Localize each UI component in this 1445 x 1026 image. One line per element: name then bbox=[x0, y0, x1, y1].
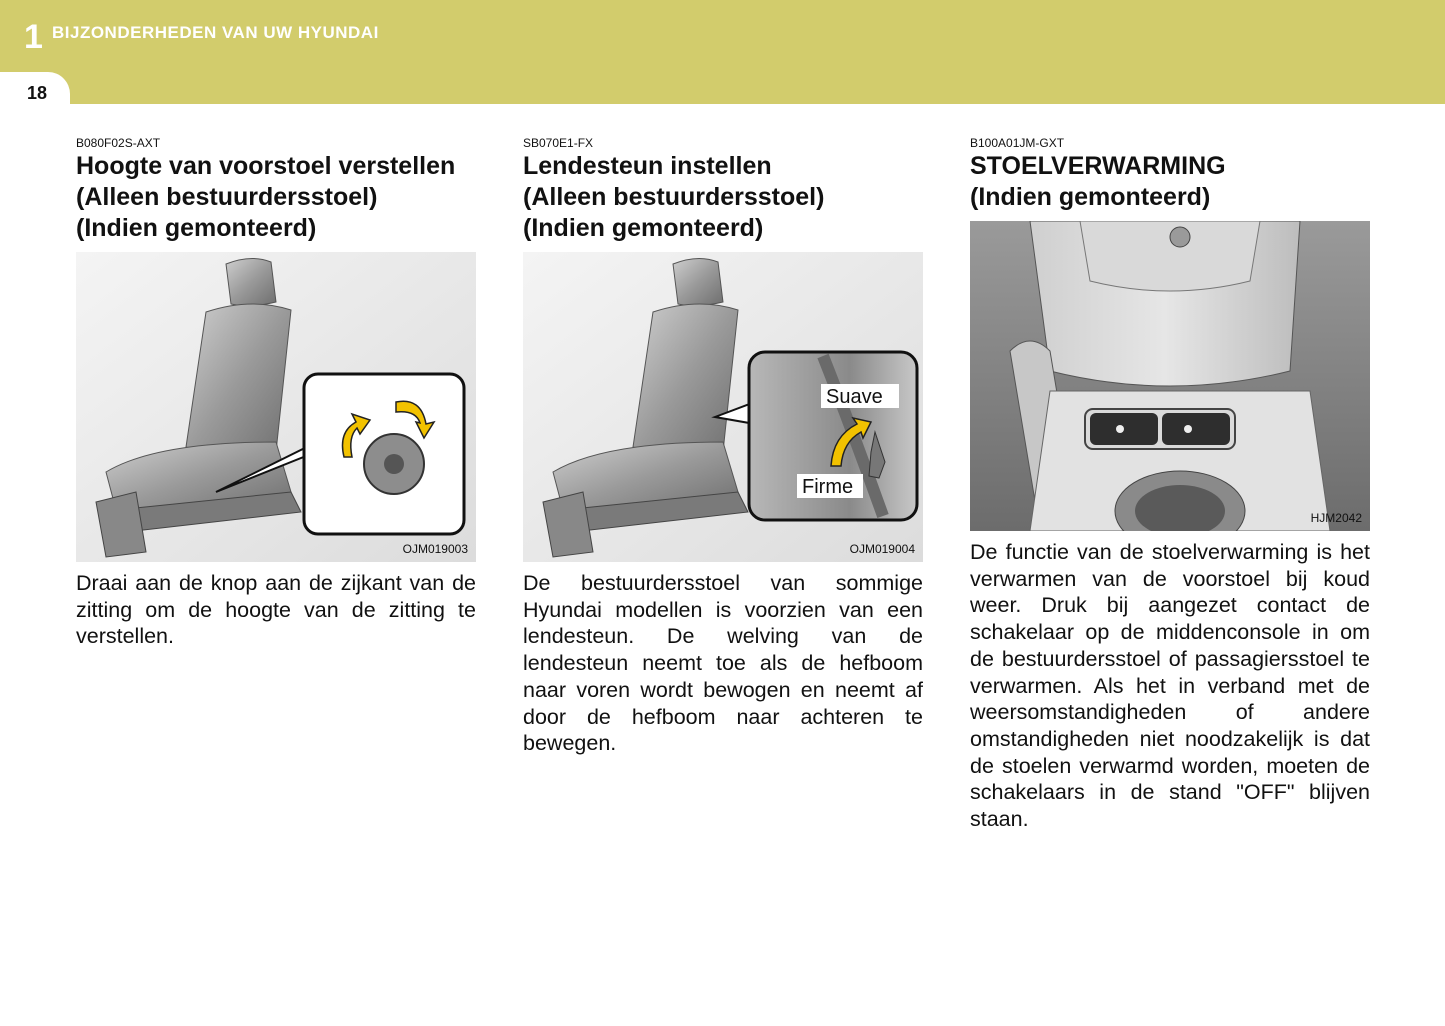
figure-code: HJM2042 bbox=[1310, 511, 1362, 525]
seat-heating-switch-photo bbox=[970, 221, 1370, 531]
section-code: SB070E1-FX bbox=[523, 136, 594, 150]
title-line: (Alleen bestuurdersstoel) bbox=[523, 183, 825, 211]
section-body: De functie van de stoelverwarming is het verwarmen van de voorstoel bij koud weer. Druk bij aangezet contact de schakelaar op de middenconsole in om de bestuurdersstoel of passagiersstoel te verwarmen. Als het in verband met de weersomstandigheden of andere omstandigheden niet noodzakelijk is dat de stoelen verwarmd worden, moeten de schakelaars in de stand "OFF" blijven staan. bbox=[970, 540, 1370, 832]
title-line: Lendesteun instellen bbox=[523, 152, 772, 180]
section-seat-heating bbox=[970, 136, 1370, 833]
figure-code: OJM019003 bbox=[402, 542, 468, 556]
section-body: De bestuurdersstoel van sommige Hyundai modellen is voorzien van een lendesteun. De welving van de lendesteun neemt toe als de hefboom naar voren wordt bewogen en neemt af door de hefboom naar achteren te bewegen. bbox=[523, 571, 923, 756]
chapter-header-band bbox=[0, 0, 1445, 104]
seat-height-illustration bbox=[76, 252, 476, 562]
section-title bbox=[523, 151, 923, 244]
section-code: B100A01JM-GXT bbox=[970, 136, 1065, 150]
section-seat-height bbox=[76, 136, 476, 650]
title-line: (Indien gemonteerd) bbox=[76, 214, 317, 242]
section-code: B080F02S-AXT bbox=[76, 136, 161, 150]
title-line: Hoogte van voorstoel verstellen bbox=[76, 152, 456, 180]
lumbar-soft-label: Suave bbox=[826, 386, 883, 408]
lumbar-support-illustration bbox=[523, 252, 923, 562]
chapter-number: 1 bbox=[24, 18, 43, 56]
figure-code: OJM019004 bbox=[849, 542, 915, 556]
section-title bbox=[970, 151, 1370, 213]
section-title bbox=[76, 151, 476, 244]
title-line: (Indien gemonteerd) bbox=[970, 183, 1211, 211]
chapter-title: BIJZONDERHEDEN VAN UW HYUNDAI bbox=[52, 23, 379, 42]
title-line: (Alleen bestuurdersstoel) bbox=[76, 183, 378, 211]
title-line: (Indien gemonteerd) bbox=[523, 214, 764, 242]
section-body: Draai aan de knop aan de zijkant van de zitting om de hoogte van de zitting te verstellen. bbox=[76, 571, 476, 649]
lumbar-firm-label: Firme bbox=[802, 476, 854, 498]
title-line: STOELVERWARMING bbox=[970, 152, 1226, 180]
page-number: 18 bbox=[27, 83, 48, 103]
section-lumbar-support bbox=[523, 136, 923, 757]
